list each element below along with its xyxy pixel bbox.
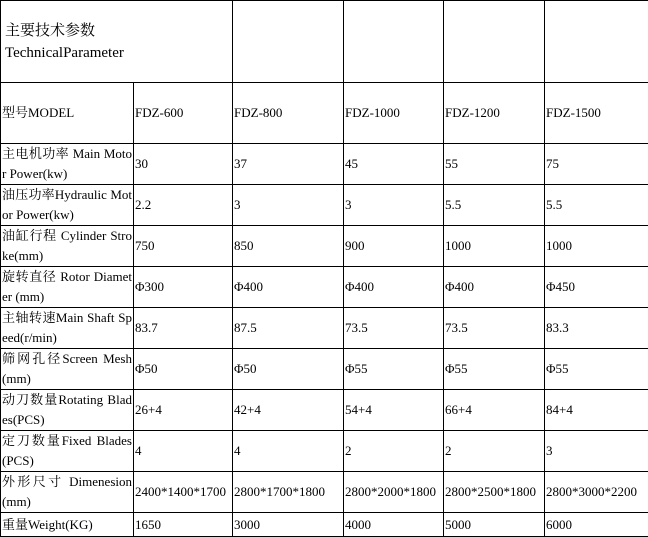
title-chinese: 主要技术参数	[5, 20, 231, 42]
table-row	[1, 349, 648, 390]
value-cell: 73.5	[444, 308, 545, 349]
value-cell: 84+4	[545, 390, 648, 431]
value-cell: 2800*2000*1800	[344, 472, 444, 513]
header-row	[1, 83, 648, 144]
value-cell: 2800*3000*2200	[545, 472, 648, 513]
value-cell: Φ450	[545, 267, 648, 308]
value-cell: Φ300	[134, 267, 233, 308]
value-cell: 2800*2500*1800	[444, 472, 545, 513]
data-rows	[1, 144, 648, 537]
model-name: FDZ-1500	[545, 83, 648, 144]
value-cell: 6000	[545, 513, 648, 537]
table-row	[1, 144, 648, 185]
value-cell: 850	[233, 226, 344, 267]
empty-cell	[233, 1, 344, 83]
value-cell: 2	[344, 431, 444, 472]
value-cell: 30	[134, 144, 233, 185]
value-cell: 3	[545, 431, 648, 472]
value-cell: 2800*1700*1800	[233, 472, 344, 513]
model-name: FDZ-1200	[444, 83, 545, 144]
title-row	[1, 1, 648, 83]
value-cell: 5.5	[444, 185, 545, 226]
value-cell: 5000	[444, 513, 545, 537]
table-row	[1, 226, 648, 267]
value-cell: 42+4	[233, 390, 344, 431]
value-cell: 55	[444, 144, 545, 185]
value-cell: 4000	[344, 513, 444, 537]
value-cell: 37	[233, 144, 344, 185]
model-header: 型号MODEL	[1, 83, 134, 144]
value-cell: 66+4	[444, 390, 545, 431]
value-cell: 5.5	[545, 185, 648, 226]
value-cell: Φ55	[444, 349, 545, 390]
title-english: TechnicalParameter	[5, 42, 231, 64]
model-name: FDZ-600	[134, 83, 233, 144]
value-cell: Φ50	[233, 349, 344, 390]
row-label: 动刀数量Rotating Blades(PCS)	[1, 390, 134, 431]
value-cell: 1650	[134, 513, 233, 537]
row-label: 重量Weight(KG)	[1, 513, 134, 537]
value-cell: Φ400	[344, 267, 444, 308]
value-cell: Φ55	[344, 349, 444, 390]
value-cell: 83.3	[545, 308, 648, 349]
table-row	[1, 472, 648, 513]
row-label: 定刀数量Fixed Blades(PCS)	[1, 431, 134, 472]
value-cell: 73.5	[344, 308, 444, 349]
value-cell: 45	[344, 144, 444, 185]
value-cell: 26+4	[134, 390, 233, 431]
value-cell: 750	[134, 226, 233, 267]
table-row	[1, 513, 648, 537]
value-cell: 54+4	[344, 390, 444, 431]
row-label: 主轴转速Main Shaft Speed(r/min)	[1, 308, 134, 349]
value-cell: Φ55	[545, 349, 648, 390]
model-name: FDZ-1000	[344, 83, 444, 144]
value-cell: Φ400	[233, 267, 344, 308]
table-row	[1, 185, 648, 226]
row-label: 旋转直径 Rotor Diameter (mm)	[1, 267, 134, 308]
value-cell: 900	[344, 226, 444, 267]
value-cell: 3000	[233, 513, 344, 537]
row-label: 筛网孔径Screen Mesh(mm)	[1, 349, 134, 390]
value-cell: 83.7	[134, 308, 233, 349]
value-cell: Φ50	[134, 349, 233, 390]
row-label: 油缸行程 Cylinder Stroke(mm)	[1, 226, 134, 267]
table-row	[1, 390, 648, 431]
value-cell: 87.5	[233, 308, 344, 349]
table-row	[1, 308, 648, 349]
value-cell: 2400*1400*1700	[134, 472, 233, 513]
value-cell: Φ400	[444, 267, 545, 308]
value-cell: 4	[134, 431, 233, 472]
row-label: 油压功率Hydraulic Motor Power(kw)	[1, 185, 134, 226]
row-label: 主电机功率 Main Motor Power(kw)	[1, 144, 134, 185]
value-cell: 3	[233, 185, 344, 226]
empty-cell	[444, 1, 545, 83]
empty-cell	[344, 1, 444, 83]
title-cell	[1, 1, 233, 83]
value-cell: 1000	[444, 226, 545, 267]
model-name: FDZ-800	[233, 83, 344, 144]
row-label: 外形尺寸 Dimenesion(mm)	[1, 472, 134, 513]
value-cell: 75	[545, 144, 648, 185]
table-row	[1, 431, 648, 472]
value-cell: 2	[444, 431, 545, 472]
value-cell: 1000	[545, 226, 648, 267]
value-cell: 4	[233, 431, 344, 472]
value-cell: 3	[344, 185, 444, 226]
value-cell: 2.2	[134, 185, 233, 226]
table-row	[1, 267, 648, 308]
empty-cell	[545, 1, 648, 83]
